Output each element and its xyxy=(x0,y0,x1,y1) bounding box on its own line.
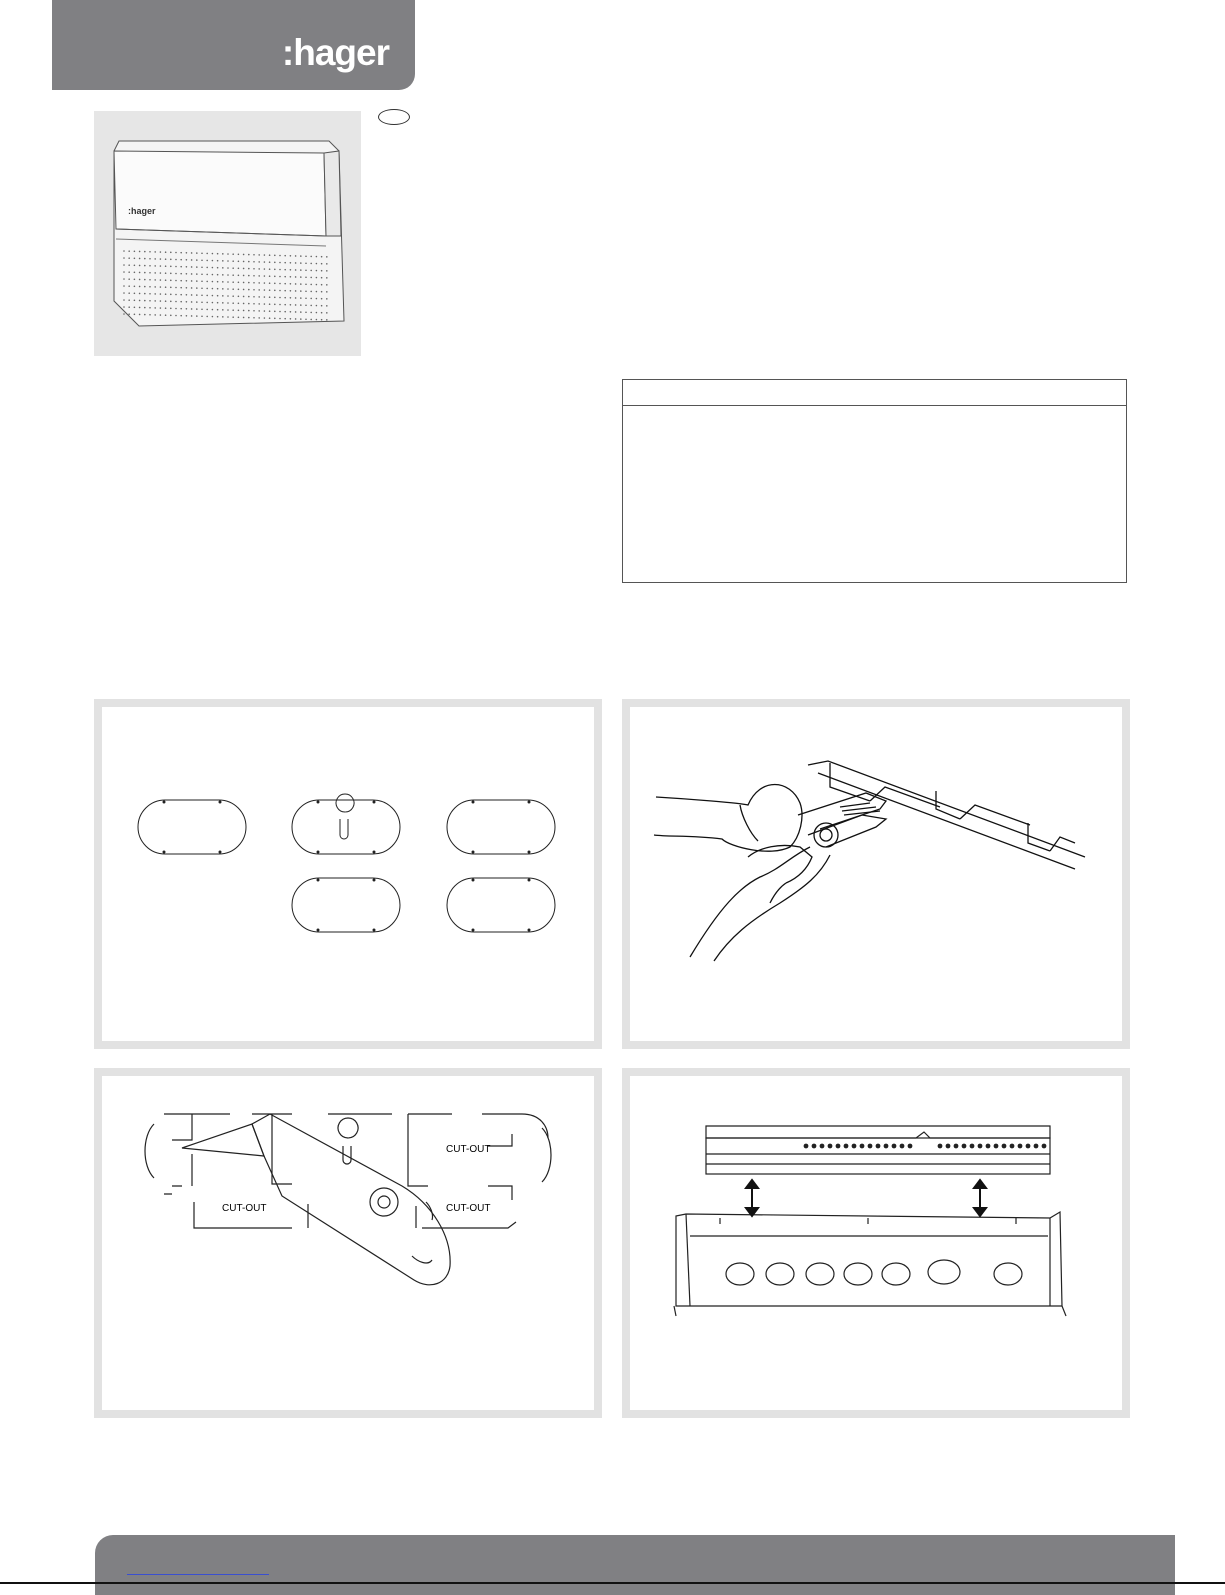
footer-link-underline[interactable] xyxy=(127,1574,269,1575)
spec-table xyxy=(622,379,1127,583)
header-tab xyxy=(52,0,415,90)
knife-cutout-illustration xyxy=(102,1076,594,1410)
language-badge-oval xyxy=(378,109,410,125)
consumer-unit-illustration xyxy=(94,111,361,356)
figure-knife-cutout xyxy=(94,1068,602,1418)
cutout-label-2: CUT-OUT xyxy=(222,1203,267,1214)
cutout-label-1: CUT-OUT xyxy=(446,1144,491,1155)
brand-logo: :hager xyxy=(281,32,389,73)
footer-bar xyxy=(95,1535,1175,1595)
knockout-template-ovals xyxy=(102,707,594,1041)
figure-terminal-bar xyxy=(622,1068,1130,1418)
footer-rule xyxy=(0,1582,1225,1584)
pliers-cutting-illustration xyxy=(630,707,1122,1041)
product-image xyxy=(94,111,361,356)
terminal-bar-mounting-illustration xyxy=(630,1076,1122,1410)
figure-knockout-template xyxy=(94,699,602,1049)
figure-pliers xyxy=(622,699,1130,1049)
cutout-label-3: CUT-OUT xyxy=(446,1203,491,1214)
product-logo: :hager xyxy=(128,206,156,216)
spec-table-header-row xyxy=(623,380,1126,406)
